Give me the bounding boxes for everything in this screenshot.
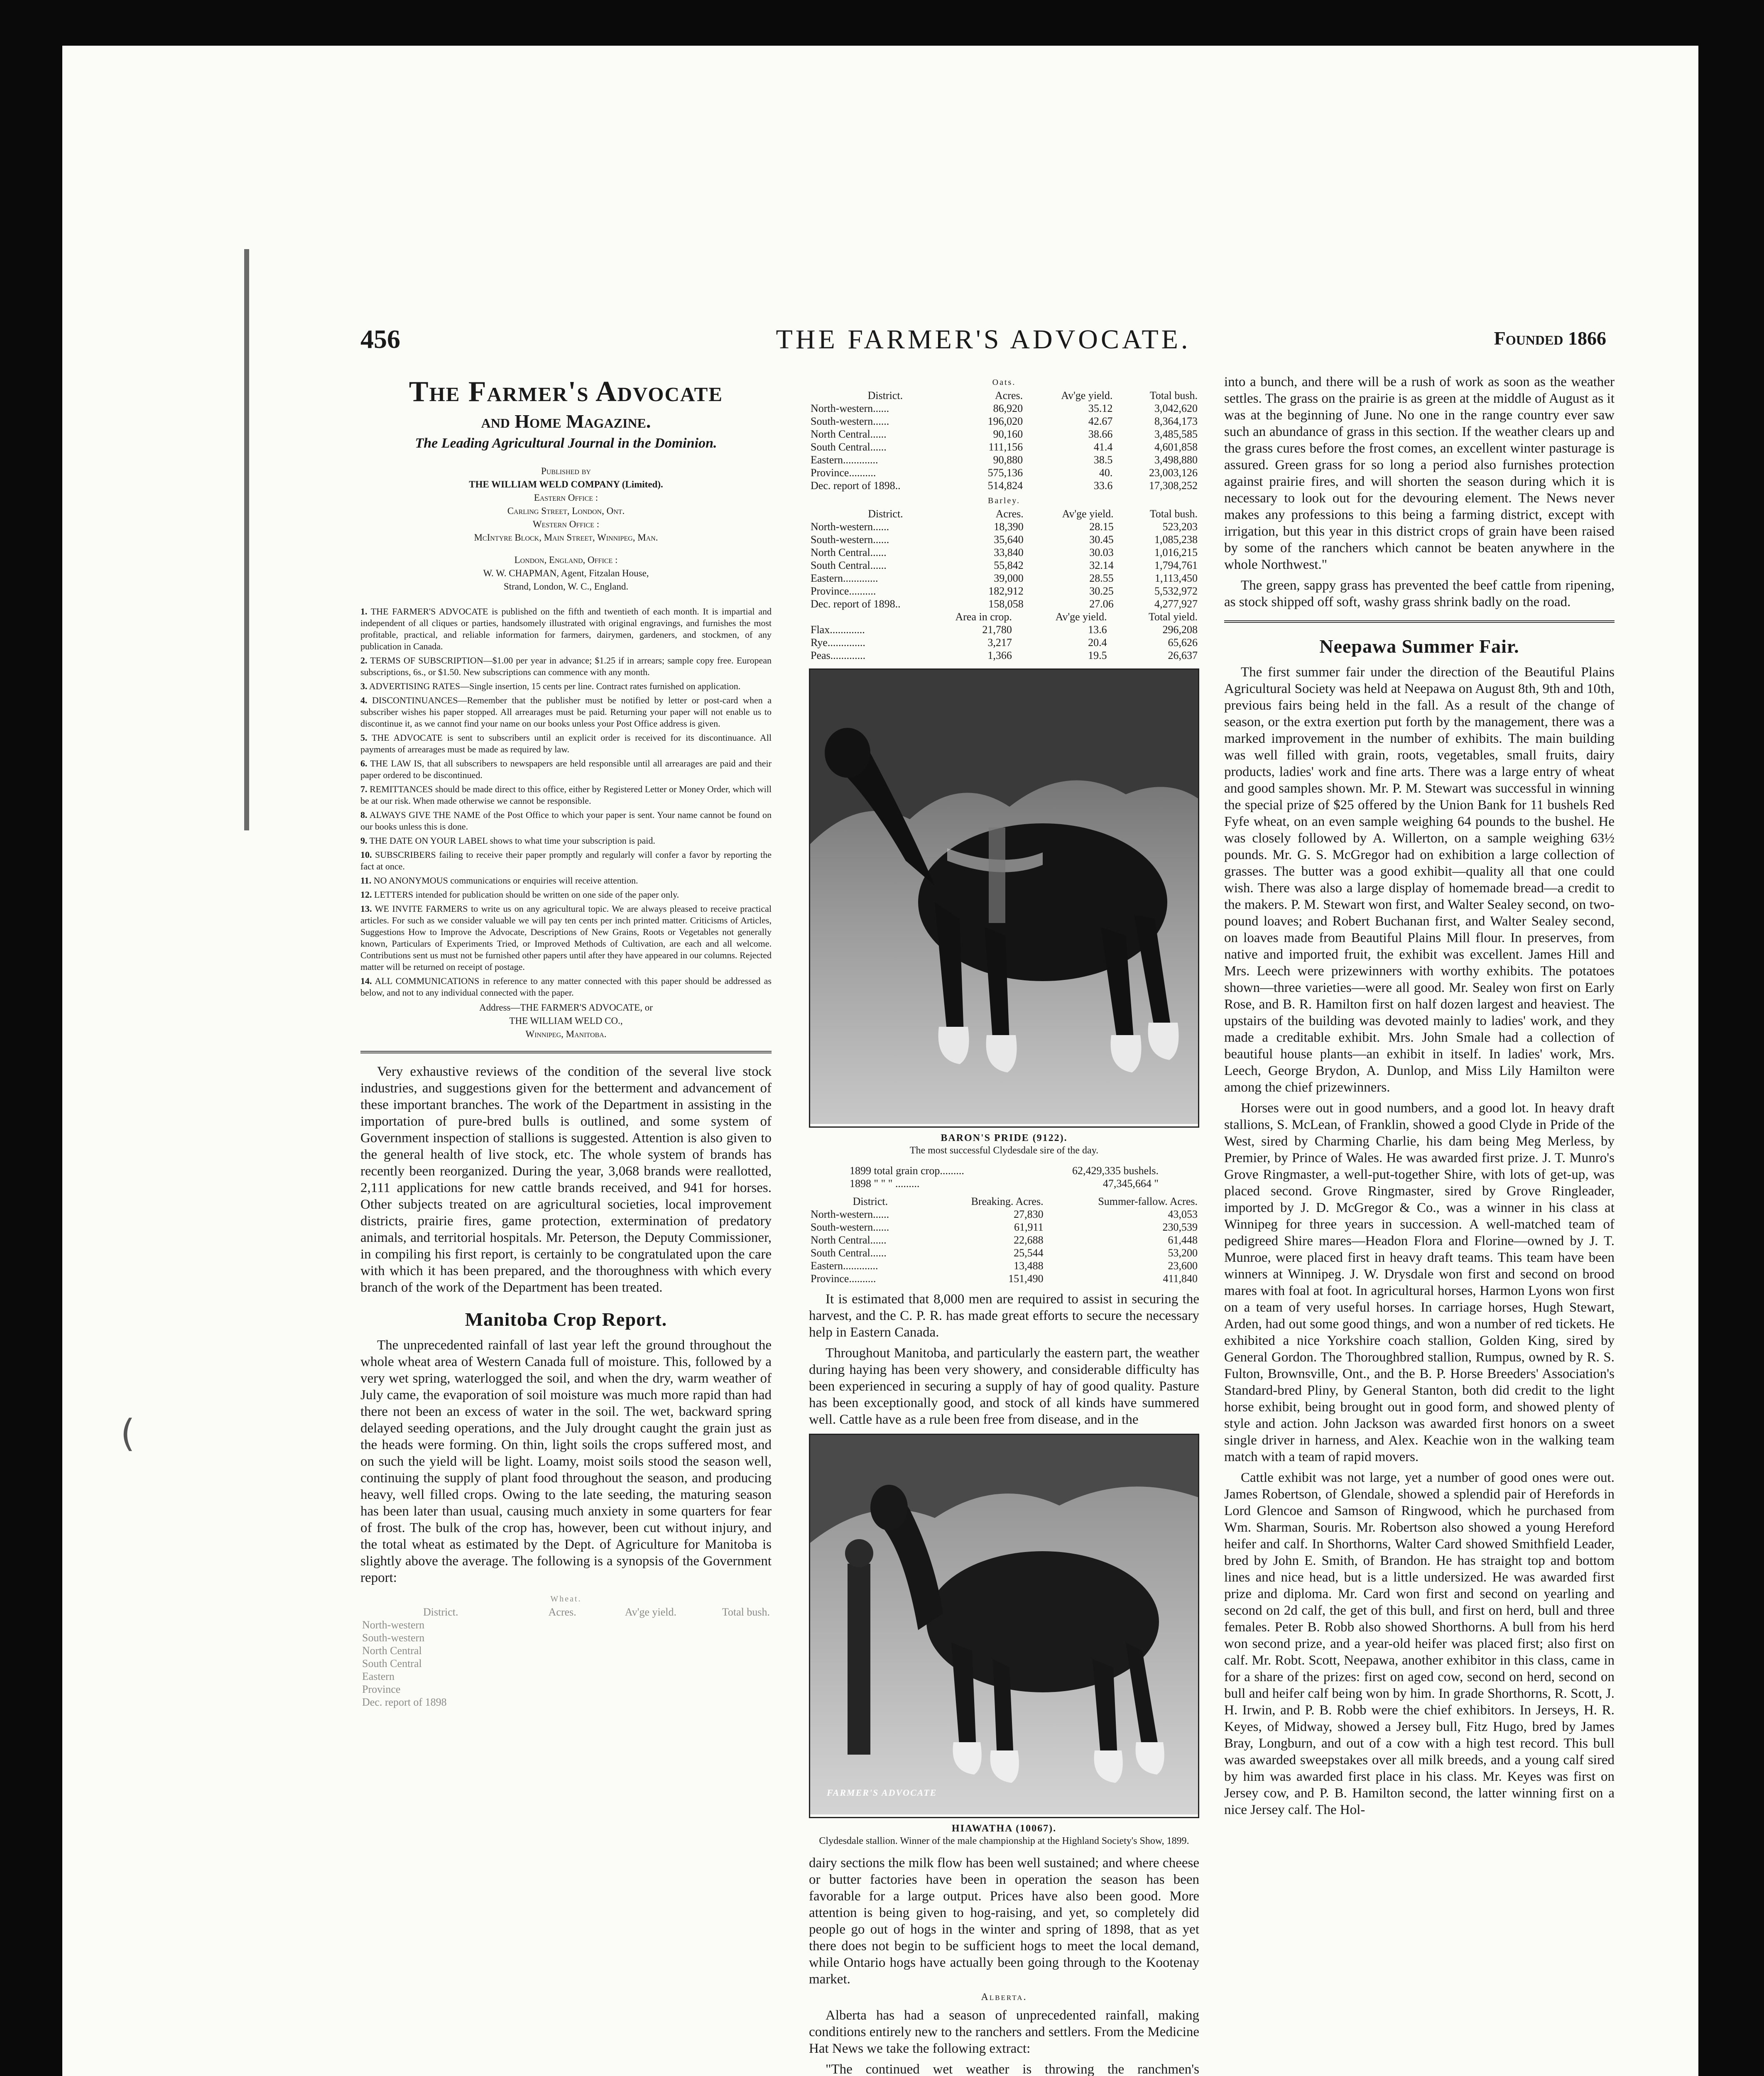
paragraph: "The continued wet weather is throwing the ranchmen's [826, 2062, 1199, 2076]
founded-label: Founded 1866 [1494, 328, 1606, 349]
table-row: North Central...... 90,160 38.66 3,485,585 [811, 428, 1198, 440]
page-title: THE FARMER'S ADVOCATE. [776, 324, 1191, 355]
eastern-office-address: Carling Street, London, Ont. [507, 506, 625, 516]
table-row: 1899 total grain crop......... 62,429,335 bushels. [850, 1165, 1159, 1177]
table-row: 1898 " " " ......... 47,345,664 " [850, 1178, 1159, 1190]
table-row: Peas............. 1,366 19.5 26,637 [811, 649, 1198, 661]
table-row: Eastern [362, 1670, 394, 1682]
paragraph: The green, sappy grass has prevented the beef cattle from ripening, as stock shipped off soft, washy grass shrink badly on the road. [1224, 578, 1615, 610]
table-header: District. Acres. Av'ge yield. Total bush. [868, 508, 1198, 520]
notice-item: 2. TERMS OF SUBSCRIPTION—$1.00 per year in advance; $1.25 if in arrears; sample copy free. European subscriptions, 6s., or $1.50. New subscriptions can commence with any month. [360, 655, 772, 677]
table-header: District. Breaking. Acres. Summer-fallow. Acres. [853, 1195, 1198, 1207]
table-row: Province [362, 1683, 401, 1695]
table-row: North-western...... 27,830 43,053 [811, 1208, 1198, 1220]
table-row: Province.......... 575,136 40. 23,003,126 [811, 467, 1198, 479]
address-line: THE WILLIAM WELD CO., [509, 1016, 623, 1026]
western-office-label: Western Office : [532, 519, 600, 529]
oats-table [809, 374, 1199, 492]
minor-crops-table [809, 610, 1199, 662]
divider [1224, 620, 1615, 623]
subscriber-notices [360, 606, 772, 999]
section-heading: Neepawa Summer Fair. [1319, 636, 1519, 657]
caption-text: Clydesdale stallion. Winner of the male championship at the Highland Society's Show, 1899. [819, 1836, 1189, 1846]
table-row: Province.......... 182,912 30.25 5,532,972 [811, 585, 1198, 597]
table-row: Eastern............. 90,880 38.5 3,498,880 [811, 454, 1198, 466]
paragraph: into a bunch, and there will be a rush of work as soon as the weather settles. The grass on the prairie is as green at the middle of August as it was at the beginning of June. No one in the range country ever saw such an abundance of grass in this section. If the weather clears up and the grass cures before the frost comes, an excellent winter pasturage is assured. Green grass for so long a period also furnishes protection against prairie fires, and will shorten the season during which it is necessary to look out for the devouring element. The News never makes any professions to this being a farming district, except with irrigation, but this year in this district crops of grain have been raised by some of the ranchers which cannot be beaten anywhere in the whole Northwest." [1224, 375, 1615, 572]
masthead [360, 375, 772, 593]
table-row: Flax............. 21,780 13.6 296,208 [811, 624, 1198, 636]
table-row: South-western...... 35,640 30.45 1,085,238 [811, 534, 1198, 546]
england-agent: W. W. CHAPMAN, Agent, Fitzalan House, [483, 568, 649, 578]
caption-title: BARON'S PRIDE (9122). [941, 1133, 1068, 1143]
table-row: North-western...... 86,920 35.12 3,042,620 [811, 402, 1198, 414]
notice-item: 3. ADVERTISING RATES—Single insertion, 15 cents per line. Contract rates furnished on application. [360, 681, 741, 691]
caption-barons-pride [809, 1132, 1199, 1157]
notice-item: 10. SUBSCRIBERS failing to receive their paper promptly and regularly will confer a favor by reporting the fact at once. [360, 849, 772, 872]
masthead-subtitle: and Home Magazine. [481, 411, 651, 432]
table-row: South Central...... 111,156 41.4 4,601,858 [811, 441, 1198, 453]
column-1 [360, 374, 772, 2076]
table-row: South-western [362, 1632, 425, 1644]
table-caption: Oats. [992, 378, 1016, 387]
photo-hiawatha [809, 1434, 1199, 1818]
table-row: South Central...... 55,842 32.14 1,794,761 [811, 559, 1198, 571]
notice-item: 1. THE FARMER'S ADVOCATE is published on the fifth and twentieth of each month. It is impartial and independent of all cliques or parties, handsomely illustrated with original engravings, and furnishes the most profitable, practical, and reliable information for farmers, dairymen, gardeners, and stockmen, of any publication in Canada. [360, 606, 772, 651]
table-row: North Central...... 22,688 61,448 [811, 1234, 1198, 1246]
table-row: North-western [362, 1619, 425, 1631]
table-header: District. Acres. Av'ge yield. Total bush. [423, 1606, 770, 1618]
paragraph: Cattle exhibit was not large, yet a number of good ones were out. James Robertson, of Glendale, showed a splendid pair of Herefords in Lord Glencoe and Samson of Ringwood, which he purchased from Wm. Sharman, Souris. Mr. Robertson also showed a young Hereford heifer and calf. In Shorthorns, Walter Card showed Smithfield Leader, bred by John E. Smith, of Brandon. He has straight top and bottom lines and nice head, but is a little undersized. He was awarded first prize and diploma. Mr. Card won first and second on yearling and second on 2d calf, the get of this bull, and first on herd, bull and three females. Peter B. Robb also showed Shorthorns. A bull from his herd won second prize, and a year-old heifer was placed first; also first on calf. Mr. Robt. Scott, Neepawa, another exhibitor in this class, came in for a share of the prizes: first on aged cow, second on herd, second on bull and heifer calf being won by him. In grade Shorthorns, R. Scott, J. H. Irwin, and P. B. Robb were the chief exhibitors. In Jerseys, H. R. Keyes, of Midway, showed a Jersey bull, Fitz Hugo, bred by James Bray, Longburn, and out of a cow with a high test record. This bull was awarded sweepstakes over all milk breeds, and a young calf sired by him was awarded first place in his class. Mr. Keyes was first on Jersey cow, and P. B. Hamilton second, the latter winning first on a nice Jersey calf. The Hol- [1224, 1470, 1615, 1817]
table-row: South Central...... 25,544 53,200 [811, 1247, 1198, 1259]
paragraph: Throughout Manitoba, and particularly the eastern part, the weather during haying has been very showery, and considerable difficulty has been experienced in securing a supply of hay of good quality. Pasture has been exceptionally good, and stock of all kinds have summered well. Cattle have as a rule been free from disease, and in the [809, 1346, 1199, 1427]
page-header [360, 320, 1606, 365]
table-row: South Central [362, 1657, 422, 1670]
masthead-tagline: The Leading Agricultural Journal in the Dominion. [415, 436, 717, 451]
notice-item: 6. THE LAW IS, that all subscribers to newspapers are held responsible until all arrearages are paid and their paper ordered to be discontinued. [360, 758, 772, 780]
notice-item: 11. NO ANONYMOUS communications or enquiries will receive attention. [360, 875, 638, 886]
notice-item: 7. REMITTANCES should be made direct to this office, either by Registered Letter or Money Order, which will be at our risk. When made otherwise we cannot be responsible. [360, 784, 772, 806]
table-row: Eastern............. 39,000 28.55 1,113,450 [811, 572, 1198, 584]
table-header: District. Acres. Av'ge yield. Total bush. [867, 389, 1198, 401]
paragraph: The unprecedented rainfall of last year left the ground throughout the whole wheat area of Western Canada full of moisture. This, followed by a very wet spring, waterlogged the soil, and when the dry, warm weather of July came, the evaporation of soil moisture was much more rapid than had there not been an excess of water in the soil. The wet, backward spring delayed seeding operations, and the July drought caught the grain just as the heads were forming. On thin, light soils the crops suffered most, and on such the yield will be light. Loamy, moist soils stood the season well, continuing the supply of plant food throughout the season, and producing heavy, well filled crops. Owing to the late seeding, the maturing season has been later than usual, causing much anxiety in some quarters for fear of frost. The bulk of the crop has, however, been cut without injury, and the total wheat as estimated by the Dept. of Agriculture for Manitoba is slightly above the average. The following is a synopsis of the Government report: [360, 1338, 772, 1585]
section-heading: Manitoba Crop Report. [465, 1309, 667, 1330]
table-row: North Central...... 33,840 30.03 1,016,215 [811, 546, 1198, 558]
horse-illustration [810, 1435, 1198, 1814]
barley-table [809, 492, 1199, 610]
western-office-address: McIntyre Block, Main Street, Winnipeg, Man. [474, 532, 658, 543]
breaking-table [809, 1195, 1199, 1285]
paragraph: dairy sections the milk flow has been well sustained; and where cheese or butter factories have been in operation the season has been favorable for a large output. Prices have also been good. More attention is being given to hog-raising, and yet, so completely did people go out of hogs in the winter and spring of 1898, that as yet there does not begin to be sufficient hogs to meet the local demand, while Ontario hogs have actually been going through to the Kootenay market. [809, 1856, 1199, 1987]
divider [360, 1051, 772, 1053]
table-row: South-western...... 196,020 42.67 8,364,173 [811, 415, 1198, 427]
table-header: Area in crop. Av'ge yield. Total yield. [955, 611, 1198, 623]
table-row: Dec. report of 1898 [362, 1696, 447, 1708]
table-row: Dec. report of 1898.. 514,824 33.6 17,308,252 [811, 480, 1198, 492]
notice-item: 14. ALL COMMUNICATIONS in reference to any matter connected with this paper should be addressed as below, and not to any individual connected with the paper. [360, 976, 772, 998]
paragraph: Very exhaustive reviews of the condition of the several live stock industries, and suggestions given for the betterment and advancement of these important branches. The work of the Department in assisting in the importation of pure-bred bulls is outlined, and some system of Government inspection of stallions is suggested. Attention is also given to the general health of live stock, etc. The whole system of brands has recently been reorganized. During the year, 3,068 brands were reallotted, 2,111 applications for new cattle brands received, and 941 for horses. Other subjects treated on are agricultural societies, local improvement districts, prairie fires, game protection, extermination of predatory animals, and territorial hospitals. Mr. Peterson, the Deputy Commissioner, in compiling his first report, is certainly to be congratulated upon the care with which it has been prepared, and the thoroughness with which every branch of the work of the Department has been treated. [360, 1064, 772, 1295]
paragraph: It is estimated that 8,000 men are required to assist in securing the harvest, and the C. P. R. has made great efforts to secure the necessary help in Eastern Canada. [809, 1292, 1199, 1340]
margin-line [244, 249, 249, 830]
address-line: Winnipeg, Manitoba. [525, 1029, 607, 1039]
page-number: 456 [360, 324, 400, 354]
notice-item: 5. THE ADVOCATE is sent to subscribers until an explicit order is received for its discontinuance. All payments of arrearages must be made as required by law. [360, 732, 772, 754]
table-row: North Central [362, 1645, 422, 1657]
table-row: Province.......... 151,490 411,840 [811, 1273, 1198, 1285]
address-block [360, 1001, 772, 1041]
horse-illustration [810, 670, 1198, 1124]
notice-item: 9. THE DATE ON YOUR LABEL shows to what time your subscription is paid. [360, 835, 655, 846]
paragraph: Alberta has had a season of unprecedented rainfall, making conditions entirely new to the ranchers and settlers. From the Medicine Hat News we take the following extract: [809, 2008, 1199, 2056]
notice-item: 13. WE INVITE FARMERS to write us on any agricultural topic. We are always pleased to receive practical articles. For such as we consider valuable we will pay ten cents per inch printed matter. Criticisms of Articles, Suggestions How to Improve the Advocate, Descriptions of New Grains, Roots or Vegetables not generally known, Particulars of Experiments Tried, or Improved Methods of Cultivation, are each and all welcome. Contributions sent us must not be furnished other papers until after they have appeared in our columns. Rejected matter will be returned on receipt of postage. [360, 903, 772, 972]
england-office-label: London, England, Office : [514, 555, 618, 565]
subheading-alberta: Alberta. [981, 1992, 1027, 2003]
column-3 [1224, 374, 1615, 2076]
published-by: Published by [541, 466, 591, 476]
company-name: THE WILLIAM WELD COMPANY (Limited). [469, 479, 663, 490]
eastern-office-label: Eastern Office : [534, 492, 598, 503]
grain-totals [848, 1164, 1160, 1190]
paragraph: Horses were out in good numbers, and a good lot. In heavy draft stallions, S. McLean, of Franklin, showed a good Clyde in Pride of the West, sired by Charming Charlie, his dam being Meg Merless, by Premier, by Prince of Wales. He was awarded first prize. J. T. Munro's Grove Ringmaster, a well-put-together Shire, with lots of get-up, was placed second. Grove Ringmaster, sired by Grove Ringleader, imported by J. D. McGregor & Co., was a winner in his class at Winnipeg for three years in succession. A well-matched team of pedigreed Shire mares—Headon Flora and Florine—owned by J. T. Munroe, were placed first in heavy draft teams. This team have been winners at Winnipeg. J. W. Drysdale won first and second on brood mares with foal at foot. In agricultural horses, Harmon Lyons won first on a team of very useful horses. In carriage horses, Hugh Stewart, Arden, had out some good things, and won a number of red tickets. He exhibited a nice Yorkshire coach stallion, Golden King, sired by General Gordon. The Thoroughbred stallion, Rumpus, owned by R. S. Fulton, Brownsville, Ont., and the B. P. Horse Breeders' Association's Standard-bred Pliny, by General Stanton, both did credit to the light horse exhibit, being brought out in good form, and showed plenty of style and action. John Jackson was awarded first honors on a sweet single driver in harness, and Alex. Keachie won in the walking team match with a team of rapid movers. [1224, 1101, 1615, 1464]
table-row: North-western...... 18,390 28.15 523,203 [811, 521, 1198, 533]
table-row: Dec. report of 1898.. 158,058 27.06 4,277,927 [811, 598, 1198, 610]
address-line: Address—THE FARMER'S ADVOCATE, or [479, 1002, 653, 1013]
column-2 [809, 374, 1199, 2076]
masthead-title: The Farmer's Advocate [409, 376, 723, 408]
notice-item: 8. ALWAYS GIVE THE NAME of the Post Office to which your paper is sent. Your name cannot be found on our books unless this is done. [360, 810, 772, 832]
wheat-table [360, 1590, 772, 1709]
caption-hiawatha [809, 1822, 1199, 1847]
paragraph: The first summer fair under the direction of the Beautiful Plains Agricultural Society was held at Neepawa on August 8th, 9th and 10th, previous fairs being held in the fall. As a result of the change of season, or the extra exertion put forth by the management, there was a marked improvement in the number of exhibits. The main building was well filled with grain, roots, vegetables, small fruits, dairy products, ladies' work and fine arts. There was a large entry of wheat and good samples shown. Mr. P. M. Stewart was successful in winning the special prize of $25 offered by the Union Bank for 11 bushels Red Fyfe wheat, on an even sample weighing 64 pounds to the bushel. He was closely followed by A. Willerton, on a sample weighing 63½ pounds. Mr. G. S. McGregor had on exhibition a large collection of grasses. The butter was a good exhibit—quality all that one could wish. There was also a large display of homemade bread—a credit to the makers. P. M. Stewart won first, and Walter Sealey second, on two-pound loaves; and Robert Buchanan first, and Walter Sealey second, on loaves made from Beautiful Plains Mill flour. In preserves, from native and imported fruit, the exhibit was excellent. James Hill and Mrs. Leech were prizewinners with worthy exhibits. The potatoes shown—three varieties—were all good. Mr. Sealey won first on Early Rose, and B. R. Hamilton first on half dozen largest and heaviest. The upstairs of the building was devoted mainly to ladies' work, and they made a creditable exhibit. Mrs. John Smale had a collection of beautiful house plants—an exhibit in itself. In ladies' work, Mrs. Leech, George Brydon, A. Dunlop, and Miss Lily Hamilton were among the chief prizewinners. [1224, 665, 1615, 1095]
wheat-table-block [360, 1590, 772, 1709]
table-row: Eastern............. 13,488 23,600 [811, 1260, 1198, 1272]
caption-title: HIAWATHA (10067). [951, 1823, 1057, 1834]
caption-text: The most successful Clydesdale sire of the day. [909, 1145, 1099, 1156]
table-caption: Barley. [987, 496, 1020, 505]
notice-item: 12. LETTERS intended for publication should be written on one side of the paper only. [360, 889, 679, 900]
pencil-mark: ( [120, 1412, 135, 1455]
photo-barons-pride [809, 668, 1199, 1128]
england-address: Strand, London, W. C., England. [503, 581, 629, 592]
table-caption: Wheat. [550, 1594, 582, 1604]
photo-stamp: FARMER'S ADVOCATE [827, 1787, 937, 1798]
table-row: South-western...... 61,911 230,539 [811, 1221, 1198, 1233]
notice-item: 4. DISCONTINUANCES—Remember that the publisher must be notified by letter or post-card when a subscriber wishes his paper stopped. All arrearages must be paid. Returning your paper will not enable us to discontinue it, as we cannot find your name on our books unless your Post Office address is given. [360, 695, 772, 729]
table-row: Rye.............. 3,217 20.4 65,626 [811, 637, 1198, 649]
